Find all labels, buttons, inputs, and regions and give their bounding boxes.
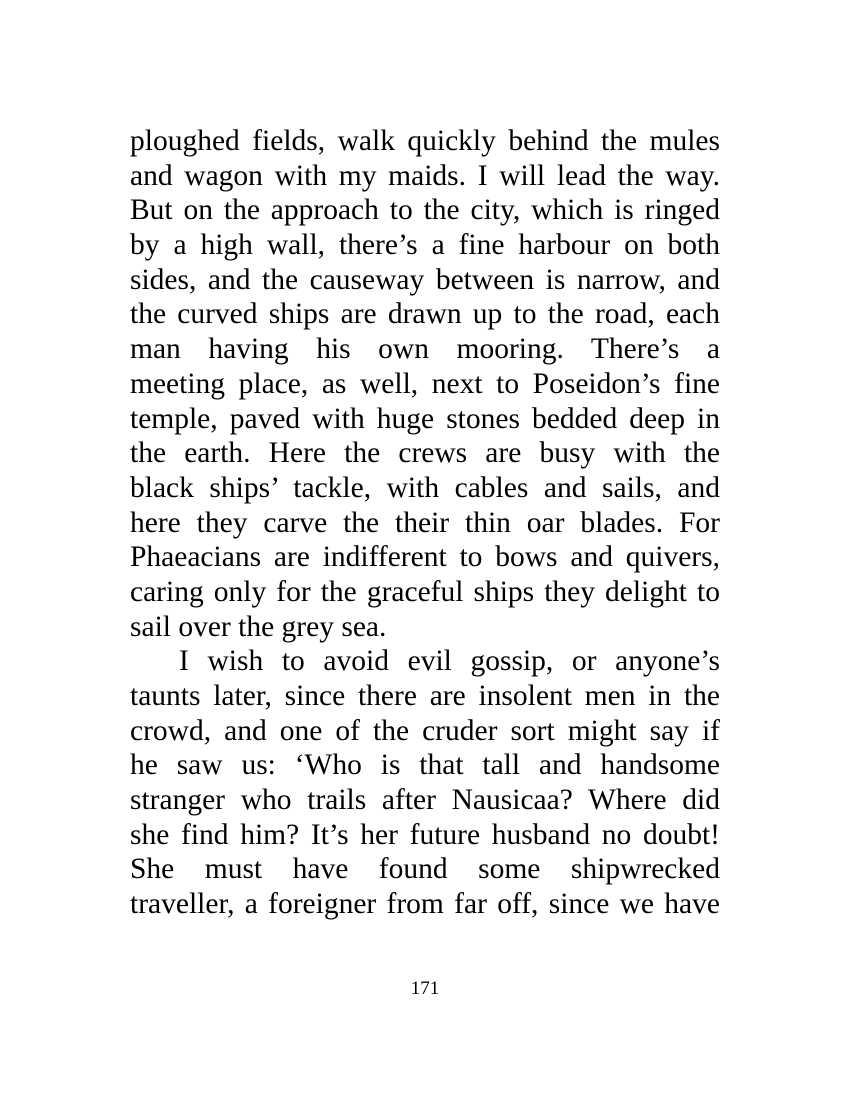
text-line: temple, paved with huge stones bedded deep in: [130, 402, 720, 435]
text-line: I wish to avoid evil gossip, or anyone’s: [179, 645, 720, 678]
text-line: Phaeacians are indifferent to bows and quivers,: [130, 541, 720, 574]
paragraph-1: [130, 124, 720, 644]
text-line: She must have found some shipwrecked: [130, 853, 720, 886]
text-line: he saw us: ‘Who is that tall and handsome: [130, 749, 720, 782]
text-line: the earth. Here the crews are busy with the: [130, 437, 720, 470]
text-line: she find him? It’s her future husband no doubt!: [130, 818, 720, 851]
text-line: caring only for the graceful ships they delight to: [130, 575, 720, 608]
text-line: sail over the grey sea.: [130, 610, 387, 643]
text-line: But on the approach to the city, which is ringed: [130, 194, 720, 227]
text-line: crowd, and one of the cruder sort might say if: [130, 714, 720, 747]
text-line: sides, and the causeway between is narrow, and: [130, 263, 720, 296]
text-line: by a high wall, there’s a fine harbour on both: [130, 229, 720, 262]
text-line: man having his own mooring. There’s a: [130, 333, 720, 366]
text-line: and wagon with my maids. I will lead the way.: [130, 159, 720, 192]
text-line: here they carve the their thin oar blades. For: [130, 506, 720, 539]
paragraph-2: [130, 644, 720, 922]
text-line: meeting place, as well, next to Poseidon’s fine: [130, 367, 720, 400]
body-text: [130, 124, 720, 922]
text-line: ploughed fields, walk quickly behind the mules: [130, 125, 720, 157]
text-line: taunts later, since there are insolent men in the: [130, 680, 720, 712]
text-line: traveller, a foreigner from far off, since we have: [130, 888, 720, 921]
text-line: the curved ships are drawn up to the road, each: [130, 298, 720, 331]
page-number: 171: [410, 978, 440, 999]
text-line: stranger who trails after Nausicaa? Where did: [130, 784, 720, 817]
text-line: black ships’ tackle, with cables and sails, and: [130, 471, 720, 504]
